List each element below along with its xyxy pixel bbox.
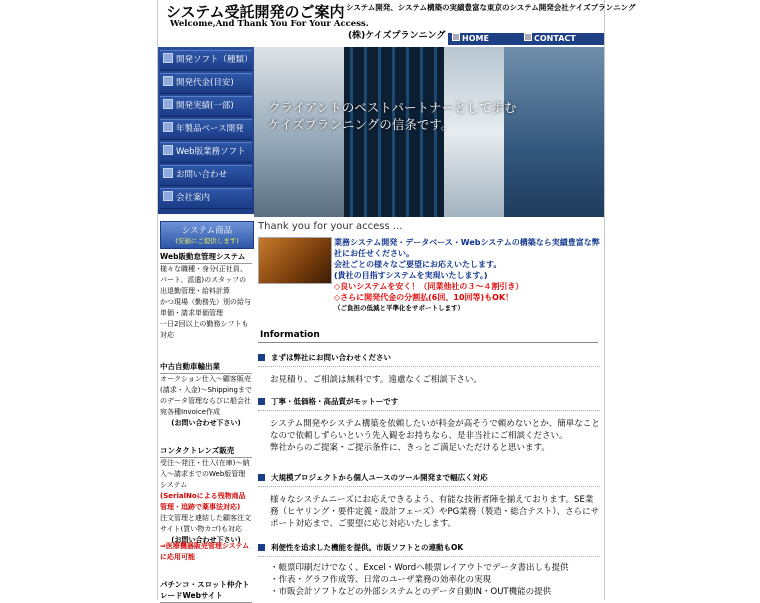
keyboard-photo [258,237,332,284]
bullet-icon [163,168,173,178]
square-bullet-icon [258,398,265,405]
product-note: (お問い合わせ下さい) [171,419,241,427]
info-item-title [258,350,600,367]
product-body: かつ現場（勤務先）別の給与単価・請求単価管理 [160,298,251,317]
square-icon [452,33,460,41]
side-nav [158,47,254,214]
home-link[interactable] [452,33,489,45]
product-attendance [160,251,252,341]
hero-caption [268,99,517,133]
nav-item-label: Web版業務ソフト [176,147,246,157]
info-item-text: ・市販会計ソフトなどの外部システムとのデータ自動IN・OUT機能の提供 [270,587,552,597]
main-content [254,217,604,600]
product-pachinko [160,579,252,603]
bullet-icon [163,99,173,109]
bullet-icon [163,145,173,155]
info-item-body [270,562,600,598]
info-item-title-text: 大規模プロジェクトから個人ユースのツール開発まで幅広く対応 [271,473,488,482]
info-item-title [258,470,600,487]
products-box[interactable] [160,221,254,249]
nav-item-label: お問い合わせ [176,170,228,180]
intro-note: （ご負担の低減と平準化をサポートします） [334,304,464,312]
page [157,0,636,600]
hero-caption-line1: クライアントのベストパートナーとして歩む [268,100,517,115]
square-bullet-icon [258,354,265,361]
info-item-text: 弊社からのご提案・ご提示条件に、きっとご満足いただけると思います。 [270,443,550,453]
nav-item-company[interactable] [160,188,252,209]
nav-item-price[interactable] [160,73,252,94]
product-body: 注文管理と連結した顧客注文サイト(買い物カゴ)も対応 [160,514,251,533]
product-note: (お問い合わせ下さい) [171,536,241,544]
product-medical-link [160,541,252,563]
product-used-car [160,361,252,429]
hero-caption-line2: ケイズプランニングの信条です。 [268,117,454,132]
product-heading[interactable]: Web販動怠管理システム [160,251,252,264]
home-label: HOME [462,34,489,43]
info-item-text: お見積り、ご相談は無料です。遠慮なくご相談下さい。 [270,375,482,385]
info-item-body [270,494,600,530]
product-heading[interactable]: 中古自動車輸出業 [160,361,252,374]
nav-item-label: 開発ソフト（種類） [176,55,253,65]
medical-device-link[interactable]: ⇒医療機器販売管理システムに応用可能 [160,542,250,561]
info-item-title [258,394,600,411]
intro-highlight: ◇さらに開発代金の分割払(6回、10回等)もOK！ [334,293,514,302]
info-item-title [258,540,600,557]
nav-item-label: 開発実績(一部) [176,101,234,111]
info-item-title-text: 丁寧・低価格・高品質がモットーです [271,397,399,406]
product-contact-lens [160,445,252,546]
nav-item-web-software[interactable] [160,142,252,163]
tagline: システム開発、システム構築の実績豊富な東京のシステム開発会社ケイズプランニング [346,3,636,12]
bullet-icon [163,53,173,63]
info-item-text: ・作表・グラフ作成等、日常のユーザ業務の効率化の実現 [270,575,492,585]
company-name: (株)ケイズプランニング [348,31,446,41]
info-item-title-text: 利便性を追求した機能を提供。市販ソフトとの連動もOK [271,543,464,552]
site-subtitle: Welcome,And Thank You For Your Access. [170,19,369,29]
info-item-text: 様々なシステムニーズにお応えできるよう、有能な技術者陣を揃えております。SE業務（ヒヤリング・要件定義・設計フェーズ）やPG業務（製造・総合テスト）、さらにサポート対応まで、ご要望に応じ対応いたします。 [270,495,600,529]
bullet-icon [163,191,173,201]
nav-item-label: 年製品ベース開発 [176,124,244,134]
intro-line: (貴社の目指すシステムを実現いたします。) [334,271,488,280]
square-bullet-icon [258,544,265,551]
hero-photo-handshake [504,47,604,217]
products-box-subtitle: (安価にご提供します) [175,237,239,245]
products-box-title: システム商品 [181,226,233,236]
product-highlight: (SerialNoによる残物商品管理・追跡で薬事法対応) [160,492,246,511]
hero-banner [254,47,604,217]
contact-label: CONTACT [534,34,576,43]
nav-item-label: 開発代金(目安) [176,78,234,88]
nav-item-results[interactable] [160,96,252,117]
bullet-icon [163,122,173,132]
site-title: システム受託開発のご案内 [166,3,345,21]
nav-item-product-based[interactable] [160,119,252,140]
nav-item-label: 会社案内 [176,193,211,203]
product-body: オークション仕入～顧客販売(請求・入金)～Shippingまでのデータ管理ならびに船会社宛各種Invoice作成 [160,375,252,416]
intro-highlight: ◇良いシステムを安く！（同業他社の３～４割引き） [334,282,524,291]
product-heading[interactable]: パチンコ・スロット仲介トレードWebサイト [160,579,252,603]
intro-line: 会社ごとの様々なご要望にお応えいたします。 [334,260,502,269]
thanks-heading: Thank you for your access ... [258,221,403,232]
info-item-text: ・帳票印刷だけでなく、Excel・Wordへ帳票レイアウトでデータ書出しも提供 [270,563,569,573]
product-body: 一日2回以上の勤務シフトも対応 [160,320,249,339]
info-item-body [270,418,600,454]
square-bullet-icon [258,474,265,481]
info-item-title-text: まずは弊社にお問い合わせください [271,353,391,362]
bullet-icon [163,76,173,86]
product-body: 受注～発注・仕入(在庫)～納入～請求までのWeb版管理システム [160,459,250,489]
info-item-text: システム開発やシステム構築を依頼したいが料金が高そうで頼めないとか、簡単なことなので依頼しずらいという先入観をお持ちなら、是非当社にご相談ください。 [270,419,600,441]
intro-block [334,237,602,314]
square-icon [524,33,532,41]
intro-line: 業務システム開発・データベース・Webシステムの構築なら実績豊富な弊社にお任せください。 [334,238,600,258]
sidebar-products [158,217,254,600]
nav-item-contact[interactable] [160,165,252,186]
info-item-body [270,374,600,386]
info-heading: Information [260,330,320,340]
product-heading[interactable]: コンタクトレンズ販売 [160,445,252,458]
nav-item-software-types[interactable] [160,50,252,71]
contact-link[interactable] [524,33,576,45]
product-body: 様々な職種・身分(正社員、パート、派遣)のスタッフの出退勤管理・給料計算 [160,265,247,295]
top-menu [448,33,604,45]
divider [258,342,598,343]
